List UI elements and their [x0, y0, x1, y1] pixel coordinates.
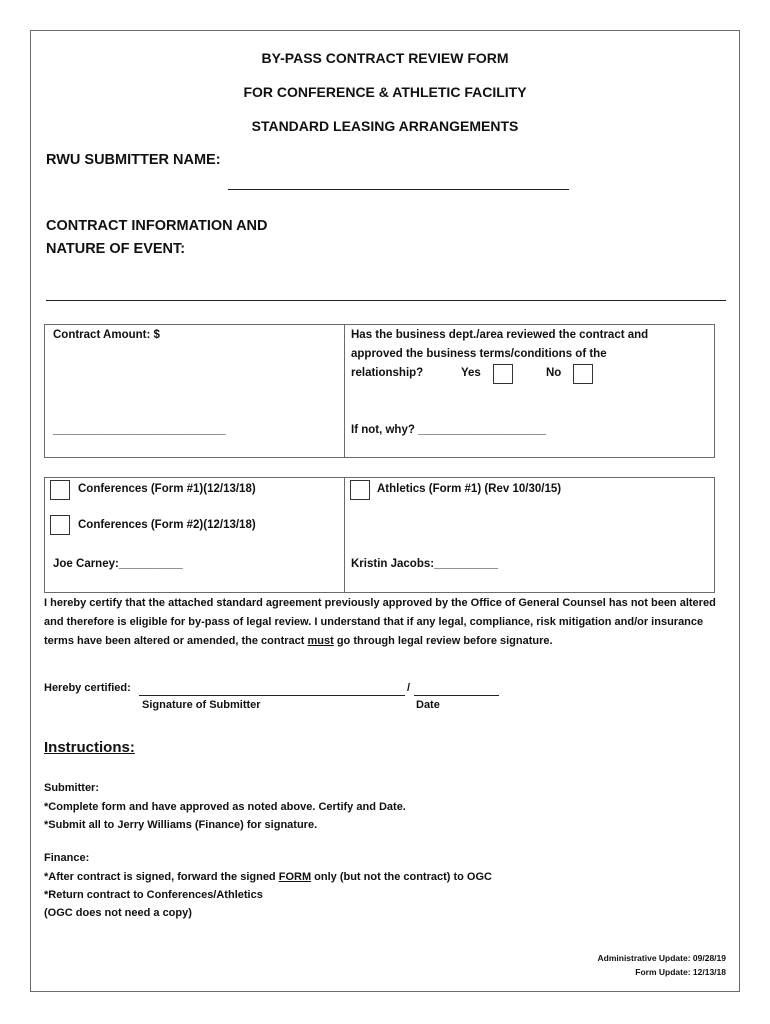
signature-date-field[interactable] — [414, 695, 499, 696]
conferences-form1-label: Conferences (Form #1)(12/13/18) — [78, 483, 256, 495]
no-checkbox[interactable] — [573, 364, 593, 384]
relationship-label: relationship? — [351, 367, 424, 379]
form-subtitle-leasing: STANDARD LEASING ARRANGEMENTS — [251, 118, 519, 134]
must-emphasis: must — [307, 635, 334, 647]
contract-info-label: CONTRACT INFORMATION AND — [46, 218, 268, 234]
contract-amount-field[interactable]: ___________________________ — [53, 424, 226, 436]
no-label: No — [546, 367, 562, 379]
submitter-signature-field[interactable] — [139, 695, 405, 696]
date-separator: / — [407, 682, 411, 694]
finance-instruction-2: *Return contract to Conferences/Athletics — [44, 889, 263, 901]
if-not-why-field[interactable]: If not, why? ____________________ — [351, 424, 546, 436]
submitter-instruction-1: *Complete form and have approved as noted above. Certify and Date. — [44, 801, 406, 813]
joe-carney-signature-field[interactable]: Joe Carney:__________ — [53, 558, 183, 570]
finance-instruction-3: (OGC does not need a copy) — [44, 907, 192, 919]
business-terms-question: approved the business terms/conditions of the — [351, 348, 607, 360]
certification-statement: I hereby certify that the attached standard agreement previously approved by the Office of General Counsel has not been altered and therefore is eligible for by-pass of legal review. I understand that if any legal, compliance, risk mitigation and/or insurance terms have been altered or amended, the contract must go through legal review before signature. — [44, 597, 716, 647]
signature-of-submitter-label: Signature of Submitter — [142, 699, 261, 711]
athletics-form1-label: Athletics (Form #1) (Rev 10/30/15) — [377, 483, 562, 495]
conferences-form2-checkbox[interactable] — [50, 515, 70, 535]
business-review-question: Has the business dept./area reviewed the contract and — [351, 329, 649, 341]
nature-of-event-label: NATURE OF EVENT: — [46, 241, 186, 257]
yes-checkbox[interactable] — [493, 364, 513, 384]
nature-of-event-field[interactable] — [46, 300, 726, 301]
yes-label: Yes — [461, 367, 481, 379]
submitter-name-label: RWU SUBMITTER NAME: — [46, 152, 221, 168]
finance-instruction-1: *After contract is signed, forward the signed FORM only (but not the contract) to OGC — [44, 871, 492, 883]
contract-amount-label: Contract Amount: $ — [53, 329, 160, 341]
administrative-update: Administrative Update: 09/28/19 — [597, 953, 726, 963]
table-divider — [344, 324, 345, 458]
contract-amount-table — [44, 324, 715, 458]
submitter-name-field[interactable] — [228, 189, 569, 190]
finance-heading: Finance: — [44, 852, 90, 864]
form-subtitle-facility: FOR CONFERENCE & ATHLETIC FACILITY — [243, 84, 527, 100]
form-title: BY-PASS CONTRACT REVIEW FORM — [261, 50, 509, 66]
conferences-form2-label: Conferences (Form #2)(12/13/18) — [78, 519, 256, 531]
hereby-certified-label: Hereby certified: — [44, 682, 131, 694]
instructions-heading: Instructions: — [44, 739, 135, 756]
conferences-form1-checkbox[interactable] — [50, 480, 70, 500]
submitter-heading: Submitter: — [44, 782, 99, 794]
athletics-form1-checkbox[interactable] — [350, 480, 370, 500]
submitter-instruction-2: *Submit all to Jerry Williams (Finance) for signature. — [44, 819, 318, 831]
date-label: Date — [416, 699, 440, 711]
approver-table-divider — [344, 477, 345, 593]
form-emphasis: FORM — [278, 871, 312, 883]
kristin-jacobs-signature-field[interactable]: Kristin Jacobs:__________ — [351, 558, 499, 570]
form-update: Form Update: 12/13/18 — [635, 967, 726, 977]
